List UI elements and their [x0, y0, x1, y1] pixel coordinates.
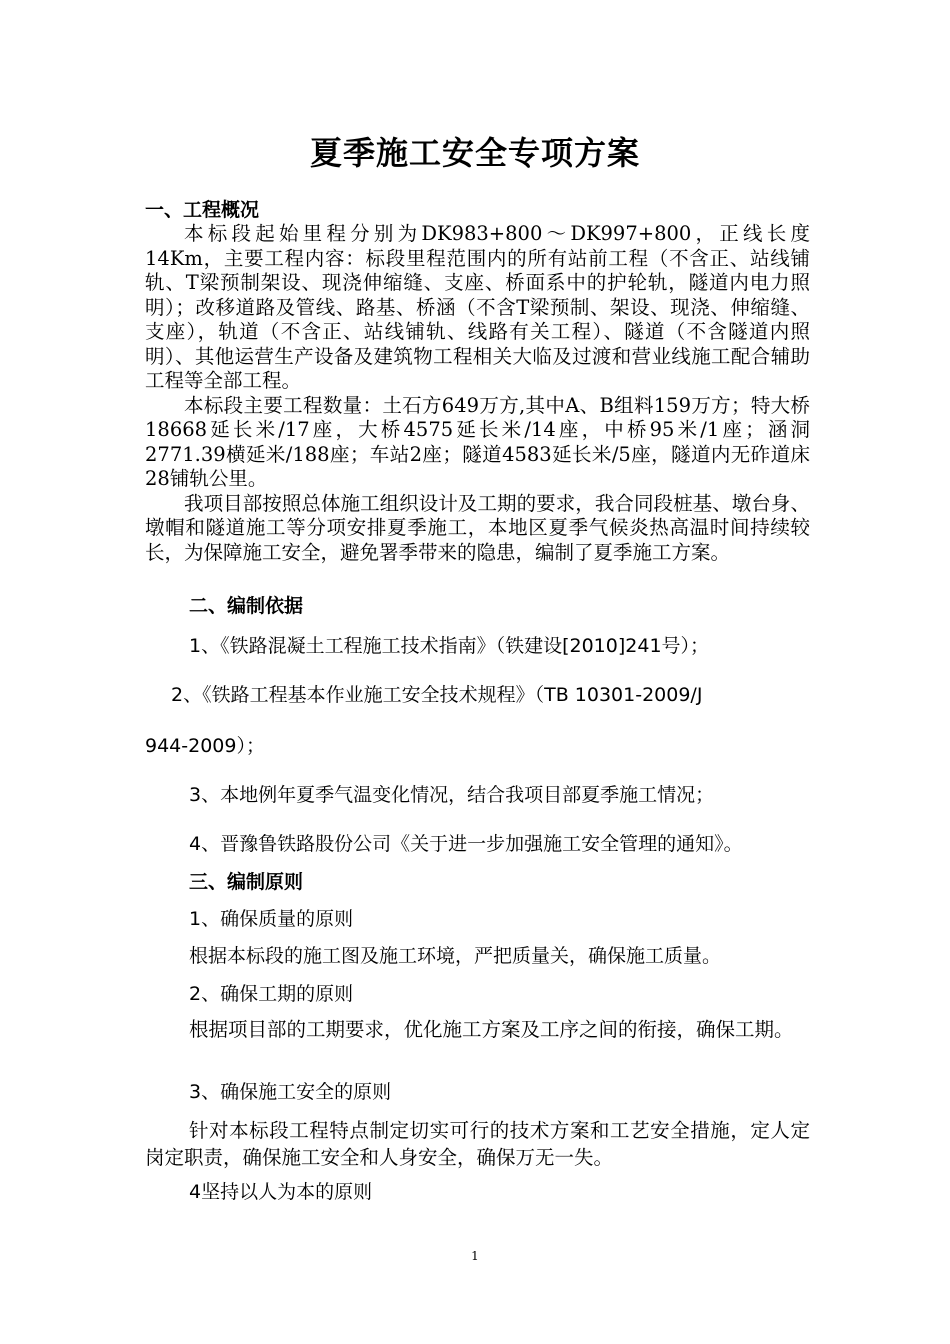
basis-item-1: 1、《铁路混凝土工程施工技术指南》（铁建设[2010]241号）； [189, 635, 710, 657]
overview-paragraph-2: 本标段主要工程数量：土石方649万方,其中A、B组料159万方；特大桥18668延长米/17座，大桥4575延长米/14座，中桥95米/1座；涵洞2771.39横延米/188座；车站2座；隧道4583延长米/5座，隧道内无砟道床28铺轨公里。 [145, 393, 810, 490]
section-heading-basis: 二、编制依据 [189, 595, 304, 617]
principle-3-text: 针对本标段工程特点制定切实可行的技术方案和工艺安全措施，定人定岗定职责，确保施工安全和人身安全，确保万无一失。 [145, 1119, 810, 1169]
document-title: 夏季施工安全专项方案 [309, 134, 640, 172]
principle-1-text: 根据本标段的施工图及施工环境，严把质量关，确保施工质量。 [189, 945, 722, 967]
basis-item-3: 3、本地例年夏季气温变化情况，结合我项目部夏季施工情况； [189, 784, 715, 806]
page-number: 1 [471, 1249, 479, 1263]
principle-1-title: 1、确保质量的原则 [189, 908, 354, 930]
principle-2-title: 2、确保工期的原则 [189, 983, 354, 1005]
section-heading-principles: 三、编制原则 [189, 871, 304, 893]
section-overview [145, 198, 810, 565]
overview-paragraph-3: 我项目部按照总体施工组织设计及工期的要求，我合同段桩基、墩台身、墩帽和隧道施工等分项安排夏季施工，本地区夏季气候炎热高温时间持续较长，为保障施工安全，避免署季带来的隐患，编制了夏季施工方案。 [145, 491, 810, 564]
principle-4-title: 4坚持以人为本的原则 [189, 1181, 373, 1203]
basis-item-2-line-2: 944-2009）； [145, 735, 265, 757]
basis-item-4: 4、晋豫鲁铁路股份公司《关于进一步加强施工安全管理的通知》。 [189, 833, 743, 855]
principle-2-text: 根据项目部的工期要求，优化施工方案及工序之间的衔接，确保工期。 [189, 1018, 794, 1041]
overview-paragraph-1: 本标段起始里程分别为DK983+800～DK997+800，正线长度14Km，主要工程内容：标段里程范围内的所有站前工程（不含正、站线铺轨、T梁预制架设、现浇伸缩缝、支座、桥面系中的护轮轨，隧道内电力照明）；改移道路及管线、路基、桥涵（不含T梁预制、架设、现浇、伸缩缝、支座），轨道（不含正、站线铺轨、线路有关工程）、隧道（不含隧道内照明）、其他运营生产设备及建筑物工程相关大临及过渡和营业线施工配合辅助工程等全部工程。 [145, 222, 810, 392]
basis-item-2-line-1: 2、《铁路工程基本作业施工安全技术规程》（TB 10301-2009/J [171, 684, 703, 706]
principle-3-title: 3、确保施工安全的原则 [189, 1081, 392, 1103]
section-heading-overview: 一、工程概况 [145, 199, 260, 221]
